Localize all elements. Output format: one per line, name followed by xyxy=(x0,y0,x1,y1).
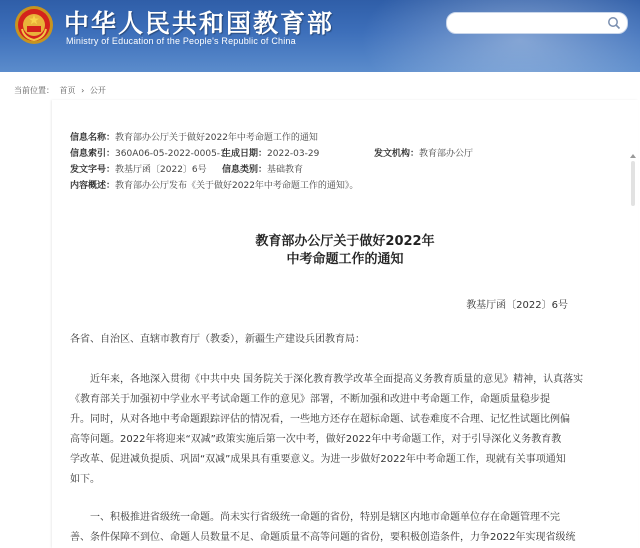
article-panel xyxy=(52,100,638,548)
recipients-line: 各省、自治区、直辖市教育厅（教委），新疆生产建设兵团教育局： xyxy=(70,334,365,345)
meta-label-date: 生成日期： xyxy=(222,149,268,159)
meta-value-docno: 教基厅函〔2022〕6号 xyxy=(115,165,207,175)
meta-label-name: 信息名称： xyxy=(70,133,116,143)
header-glow xyxy=(360,0,640,72)
search-box[interactable] xyxy=(446,12,628,34)
paragraph-1-line: 升。同时，从对各地中考命题跟踪评估的情况看，一些地方还存在超标命题、试卷难度不合理、记忆性试题比例偏 xyxy=(70,414,570,425)
document-number: 教基厅函〔2022〕6号 xyxy=(466,300,568,311)
breadcrumb xyxy=(14,85,109,96)
meta-label-issuer: 发文机构： xyxy=(374,149,420,159)
recipients xyxy=(70,330,588,350)
document-title-line-2: 中考命题工作的通知 xyxy=(286,252,404,267)
breadcrumb-public-link[interactable]: 公开 xyxy=(89,86,106,95)
paragraph-1-line: 如下。 xyxy=(70,474,100,485)
paragraph-2 xyxy=(70,508,588,548)
meta-value-summary: 教育部办公厅发布《关于做好2022年中考命题工作的通知》。 xyxy=(115,181,359,191)
meta-label-summary: 内容概述： xyxy=(70,181,116,191)
meta-label-docno: 发文字号： xyxy=(70,165,116,175)
paragraph-1-line: 高等问题。2022年将迎来“双减”政策实施后第一次中考，做好2022年中考命题工作，对于引导深化义务教育教 xyxy=(70,434,562,445)
site-header xyxy=(0,0,640,72)
site-title[interactable]: 中华人民共和国教育部 xyxy=(64,9,335,38)
meta-value-category: 基础教育 xyxy=(267,165,304,175)
paragraph-2-line: 一、积极推进省级统一命题。尚未实行省级统一命题的省份，特别是辖区内地市命题单位存在命题管理不完 xyxy=(90,512,560,523)
meta-value-issuer: 教育部办公厅 xyxy=(419,149,474,159)
search-input[interactable] xyxy=(455,15,599,33)
meta-row-summary xyxy=(70,178,610,194)
breadcrumb-home-link[interactable]: 首页 xyxy=(59,86,76,95)
paragraph-2-line: 善、条件保障不到位、命题人员数量不足、命题质量不高等问题的省份，要积极创造条件，力争2022年实现省级统 xyxy=(70,532,576,543)
meta-label-category: 信息类别： xyxy=(222,165,268,175)
document-metadata xyxy=(70,130,610,194)
paragraph-1-line: 近年来，各地深入贯彻《中共中央 国务院关于深化教育教学改革全面提高义务教育质量的意见》精神，认真落实 xyxy=(90,374,584,385)
meta-row-name xyxy=(70,130,610,146)
meta-value-index: 360A06-05-2022-0005-1 xyxy=(115,149,226,159)
breadcrumb-separator: › xyxy=(81,86,85,95)
national-emblem-icon[interactable] xyxy=(14,5,54,45)
meta-row-docno xyxy=(70,162,610,178)
meta-row-index xyxy=(70,146,610,162)
paragraph-1 xyxy=(70,370,588,490)
meta-value-name: 教育部办公厅关于做好2022年中考命题工作的通知 xyxy=(115,133,318,143)
breadcrumb-label: 当前位置： xyxy=(14,86,54,95)
meta-label-index: 信息索引： xyxy=(70,149,116,159)
paragraph-1-line: 学改革、促进减负提质、巩固“双减”成果具有重要意义。为进一步做好2022年中考命题工作，现就有关事项通知 xyxy=(70,454,566,465)
search-icon[interactable] xyxy=(607,16,621,30)
scrollbar[interactable] xyxy=(628,152,638,212)
document-title-line-1: 教育部办公厅关于做好2022年 xyxy=(255,234,435,249)
site-subtitle: Ministry of Education of the People's Republic of China xyxy=(66,36,296,46)
meta-value-date: 2022-03-29 xyxy=(267,149,320,159)
paragraph-1-line: 《教育部关于加强初中学业水平考试命题工作的意见》部署，不断加强和改进中考命题工作，命题质量稳步提 xyxy=(70,394,550,405)
